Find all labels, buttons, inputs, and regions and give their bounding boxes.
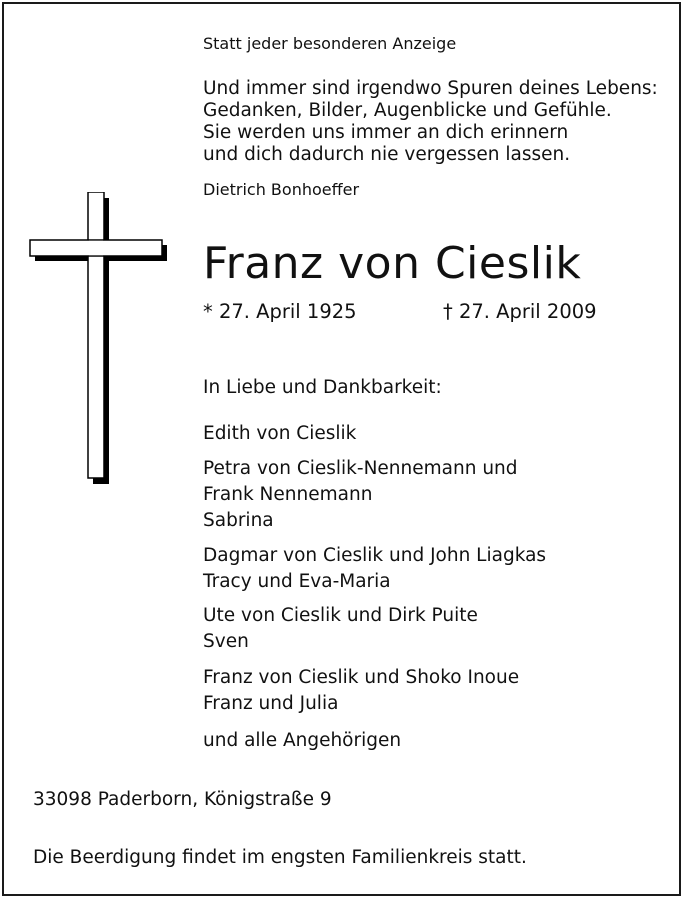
mourner-line: Petra von Cieslik-Nennemann und — [203, 458, 518, 479]
quote-line: Und immer sind irgendwo Spuren deines Lebens: — [203, 78, 658, 99]
mourner-line: und alle Angehörigen — [203, 730, 402, 751]
quote-author: Dietrich Bonhoeffer — [203, 180, 360, 199]
quote-line: und dich dadurch nie vergessen lassen. — [203, 144, 571, 165]
quote-line: Sie werden uns immer an dich erinnern — [203, 122, 569, 143]
quote-line: Gedanken, Bilder, Augenblicke und Gefühle. — [203, 100, 612, 121]
mourner-line: Franz und Julia — [203, 693, 339, 714]
deceased-name: Franz von Cieslik — [203, 238, 582, 289]
mourner-line: Tracy und Eva-Maria — [203, 571, 391, 592]
mourner-line: Sabrina — [203, 510, 274, 531]
mourner-line: Dagmar von Cieslik und John Liagkas — [203, 545, 547, 566]
cross-icon — [28, 192, 168, 492]
birth-date: * 27. April 1925 — [203, 300, 357, 323]
header-notice: Statt jeder besonderen Anzeige — [203, 34, 457, 53]
address: 33098 Paderborn, Königstraße 9 — [33, 789, 332, 810]
mourners-intro: In Liebe und Dankbarkeit: — [203, 377, 442, 398]
mourner-line: Ute von Cieslik und Dirk Puite — [203, 605, 478, 626]
death-date: † 27. April 2009 — [443, 300, 597, 323]
mourner-line: Edith von Cieslik — [203, 423, 357, 444]
mourner-line: Sven — [203, 631, 249, 652]
mourner-line: Frank Nennemann — [203, 484, 373, 505]
mourner-line: Franz von Cieslik und Shoko Inoue — [203, 667, 520, 688]
funeral-note: Die Beerdigung findet im engsten Familienkreis statt. — [33, 847, 527, 868]
